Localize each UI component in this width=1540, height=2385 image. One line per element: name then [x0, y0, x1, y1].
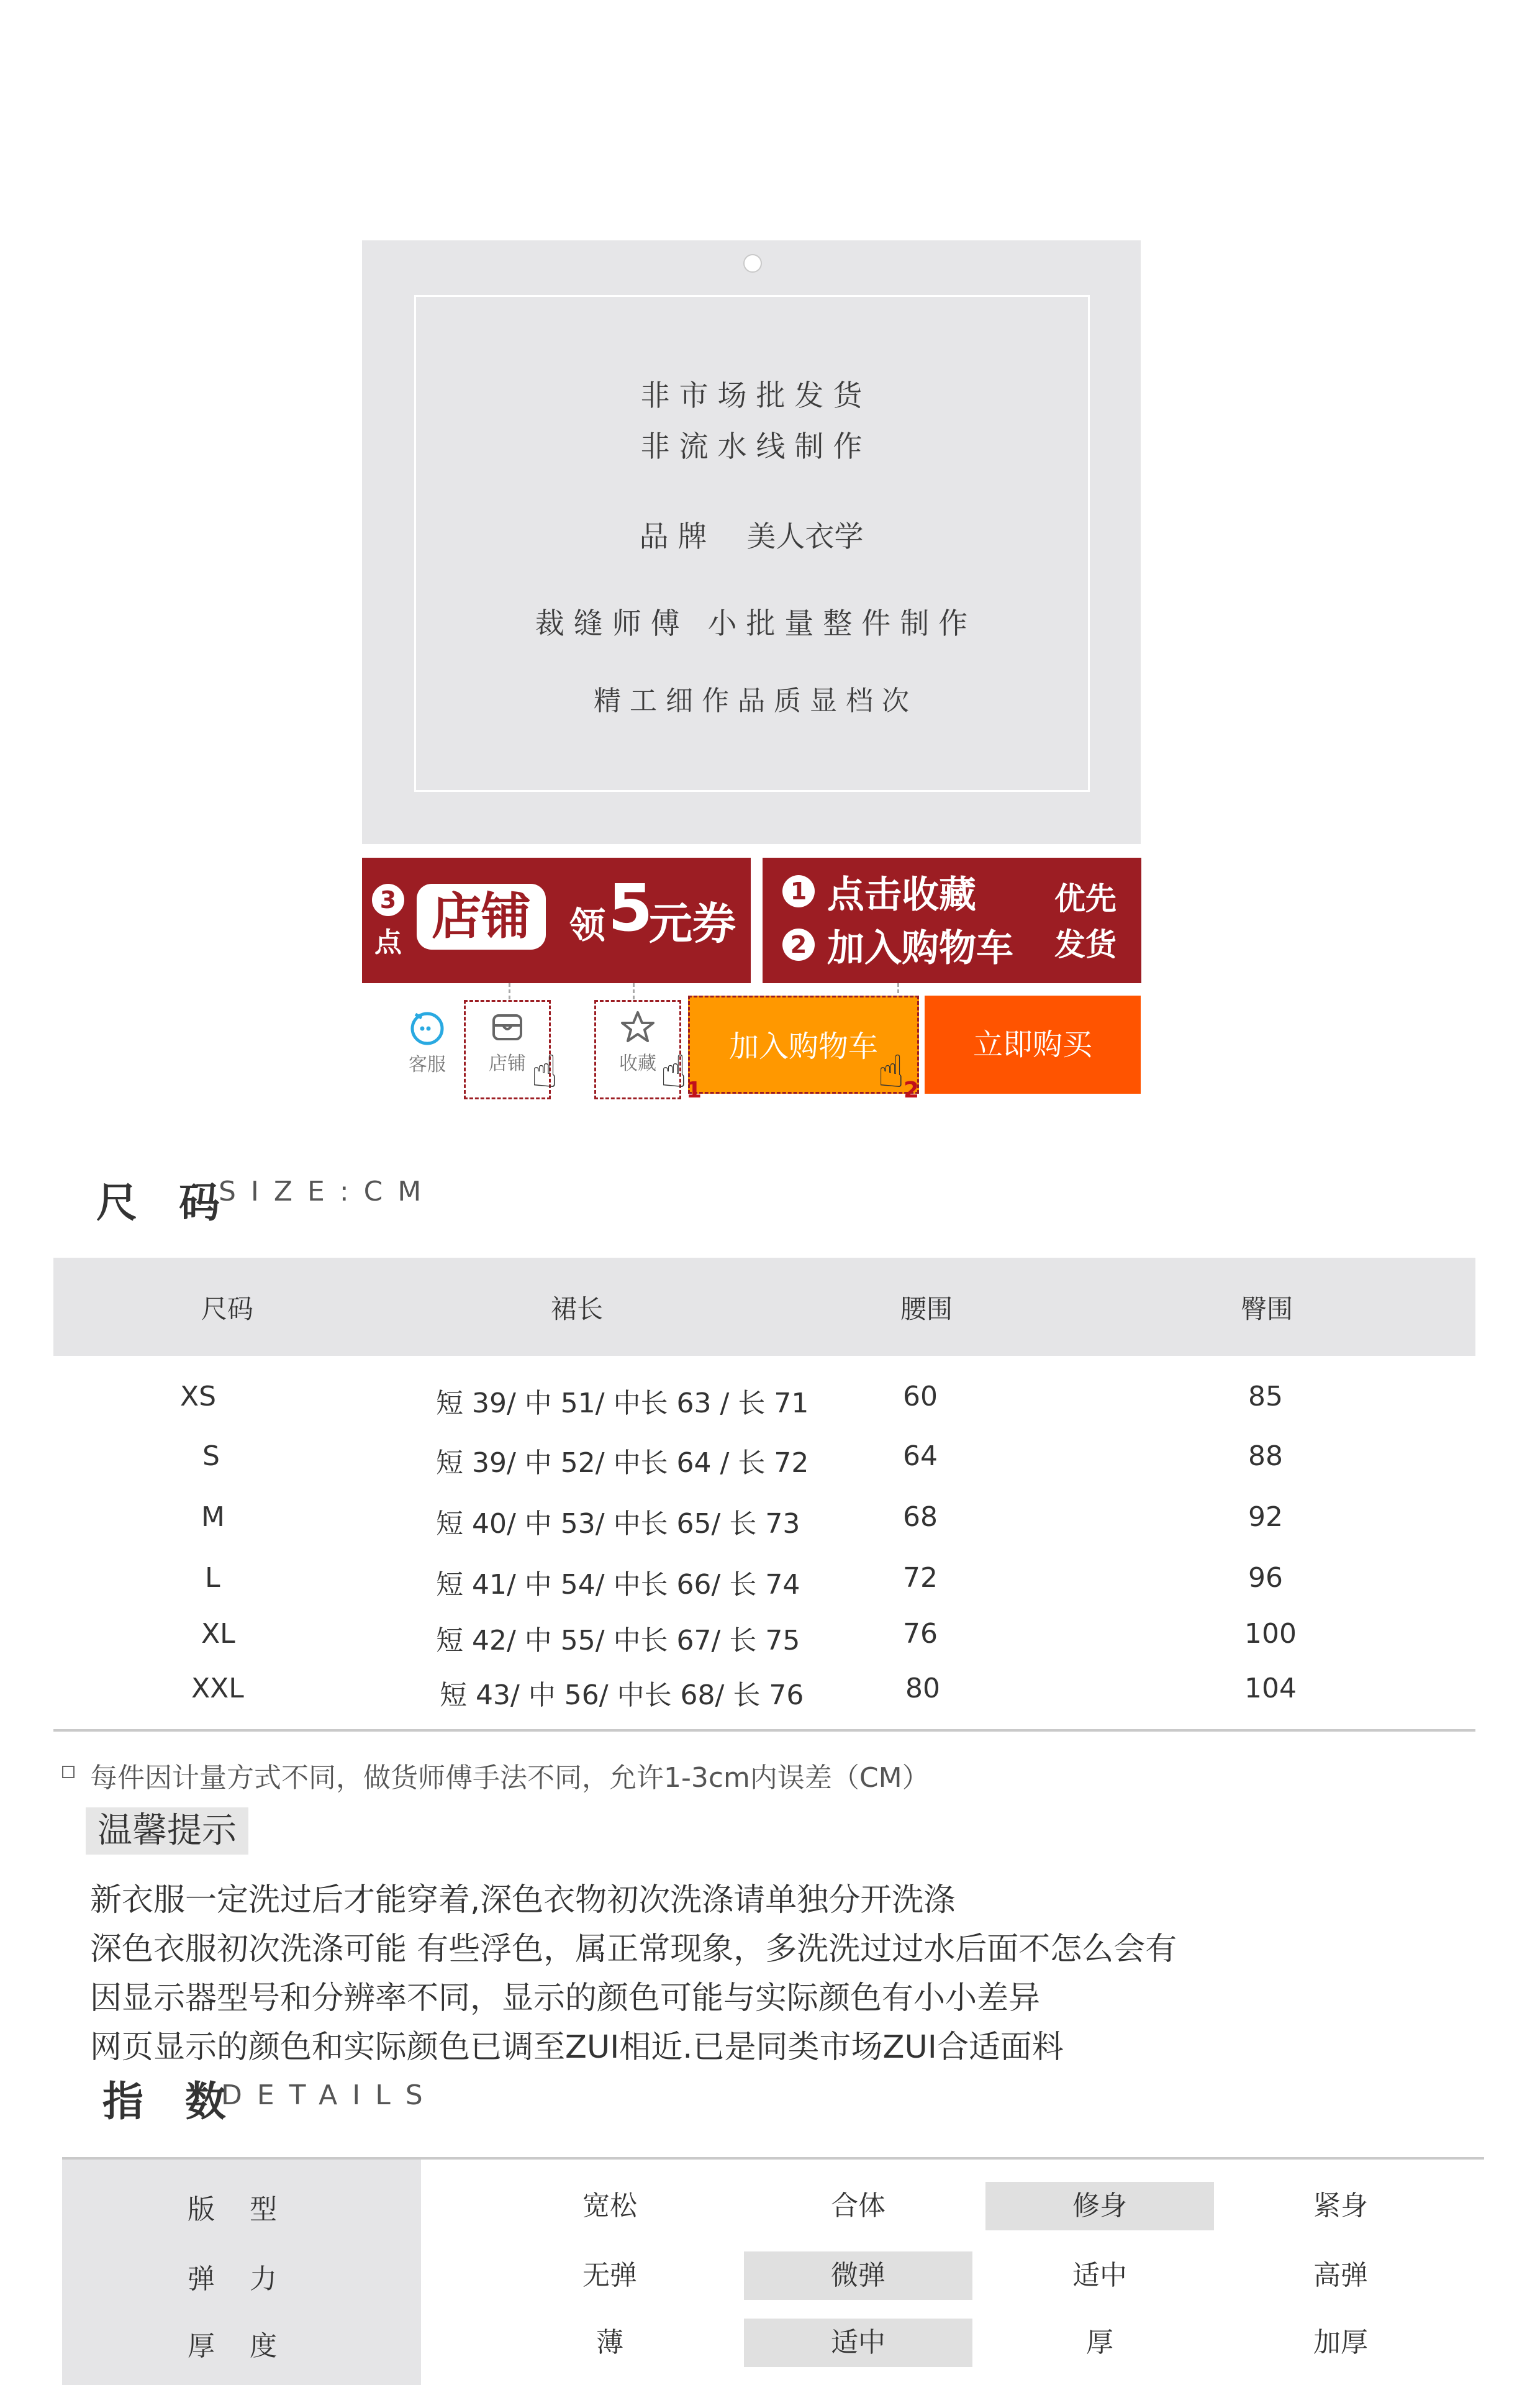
coupon-unit: 元券: [649, 898, 736, 949]
step-1-text: 点击收藏: [827, 873, 976, 917]
shop-coupon-banner[interactable]: [362, 858, 751, 983]
cell-size: XL: [201, 1618, 235, 1650]
table-row: [53, 1440, 1475, 1496]
cell-hip: 92: [1248, 1501, 1283, 1533]
size-table-divider: [53, 1729, 1475, 1732]
hand-pointer-icon: ☝: [531, 1045, 558, 1097]
connector-shop: [509, 983, 510, 999]
cell-waist: 68: [903, 1501, 938, 1533]
cell-length: 短 39/ 中 51/ 中长 63 / 长 71: [436, 1388, 809, 1419]
coupon-amount: 5: [608, 870, 653, 946]
step-2-badge: 2: [782, 929, 815, 961]
detail-option: 适中: [1072, 2260, 1127, 2291]
header-waist: 腰围: [900, 1294, 953, 1324]
tag-line-5: 精 工 细 作 品 质 显 档 次: [594, 685, 909, 717]
table-row: [53, 1673, 1475, 1729]
cell-hip: 100: [1244, 1618, 1297, 1650]
hang-tag-image: [362, 240, 1141, 844]
cell-length: 短 42/ 中 55/ 中长 67/ 长 75: [436, 1625, 800, 1656]
tag-brand-line: [362, 514, 1141, 555]
note-bullet-icon: [62, 1766, 75, 1778]
priority-line-1: 优先: [1054, 881, 1116, 917]
cell-hip: 104: [1244, 1673, 1297, 1704]
table-row: [53, 1618, 1475, 1674]
size-table: [53, 1258, 1475, 1733]
tip-line: 因显示器型号和分辨率不同，显示的颜色可能与实际颜色有小小差异: [90, 1980, 1041, 2017]
tips-label: 温馨提示: [86, 1807, 248, 1855]
tag-line-1: 非 市 场 批 发 货: [640, 379, 863, 413]
favorite-label: 收藏: [619, 1053, 656, 1074]
buy-now-button[interactable]: 立即购买: [925, 996, 1141, 1094]
priority-line-2: 发货: [1054, 927, 1116, 963]
connector-favorite: [633, 983, 635, 999]
action-bar-illustration: [362, 983, 1141, 1114]
tip-line: 新衣服一定洗过后才能穿着,深色衣物初次洗涤请单独分开洗涤: [90, 1882, 956, 1919]
favorite-cart-banner[interactable]: [763, 858, 1141, 983]
step-1-badge: 1: [782, 875, 815, 907]
hand-step-number: 2: [904, 1078, 920, 1103]
tip-line: 网页显示的颜色和实际颜色已调至ZUI相近.已是同类市场ZUI合适面料: [90, 2029, 1064, 2066]
star-icon: [620, 1009, 656, 1045]
hand-pointer-icon: ☝: [660, 1045, 687, 1097]
header-length: 裙长: [551, 1294, 604, 1324]
tag-hole: [743, 254, 762, 273]
cell-size: M: [201, 1501, 225, 1533]
size-tolerance-note: 每件因计量方式不同，做货师傅手法不同，允许1-3cm内误差（CM）: [90, 1762, 930, 1794]
shop-pill: 店铺: [417, 884, 546, 950]
cell-length: 短 40/ 中 53/ 中长 65/ 长 73: [436, 1508, 800, 1540]
detail-option: 加厚: [1313, 2327, 1368, 2358]
step-3-badge: 3: [372, 884, 404, 916]
coupon-get-label: 领: [569, 904, 606, 947]
cell-hip: 88: [1248, 1440, 1283, 1472]
details-section-title: 指 数: [102, 2078, 240, 2125]
hand-step-number: 1: [686, 1078, 702, 1103]
cell-waist: 64: [903, 1440, 938, 1472]
detail-option: 紧身: [1313, 2190, 1368, 2222]
detail-option: 合体: [831, 2190, 886, 2222]
cell-size: L: [205, 1562, 220, 1594]
tag-line-2: 非 流 水 线 制 作: [640, 430, 863, 464]
header-size: 尺码: [201, 1294, 254, 1324]
step-2-text: 加入购物车: [827, 927, 1013, 970]
detail-label-fit: 版 型: [188, 2194, 277, 2225]
detail-option-selected: 适中: [744, 2319, 972, 2367]
add-to-cart-button[interactable]: 加入购物车: [688, 996, 919, 1094]
detail-option: 薄: [596, 2327, 623, 2358]
cell-size: XXL: [191, 1673, 244, 1704]
cell-waist: 60: [903, 1381, 938, 1412]
details-section-subtitle: DETAILS: [221, 2079, 438, 2111]
tag-line-4: 裁 缝 师 傅 小 批 量 整 件 制 作: [535, 607, 968, 641]
cell-length: 短 41/ 中 54/ 中长 66/ 长 74: [436, 1569, 800, 1601]
detail-option-selected: 微弹: [744, 2251, 972, 2300]
size-section-title: 尺 码: [96, 1179, 233, 1227]
cell-length: 短 39/ 中 52/ 中长 64 / 长 72: [436, 1447, 809, 1479]
cell-waist: 80: [905, 1673, 940, 1704]
service-icon: [408, 1008, 446, 1047]
cell-size: XS: [180, 1381, 217, 1412]
cell-hip: 85: [1248, 1381, 1283, 1412]
tip-line: 深色衣服初次洗涤可能 有些浮色，属正常现象，多洗洗过过水后面不怎么会有: [90, 1931, 1177, 1968]
table-row: [53, 1501, 1475, 1557]
hand-pointer-icon: ☝: [877, 1045, 905, 1097]
service-button[interactable]: [393, 1008, 461, 1076]
detail-option: 高弹: [1313, 2260, 1368, 2291]
cell-waist: 76: [903, 1618, 938, 1650]
cell-hip: 96: [1248, 1562, 1283, 1594]
detail-option: 宽松: [582, 2190, 637, 2222]
size-section-subtitle: SIZE:CM: [219, 1176, 437, 1207]
cell-size: S: [202, 1440, 220, 1472]
detail-label-thickness: 厚 度: [188, 2330, 277, 2362]
detail-label-stretch: 弹 力: [188, 2263, 277, 2295]
detail-option-selected: 修身: [985, 2182, 1214, 2230]
brand-name: 美人衣学: [746, 520, 864, 554]
cell-waist: 72: [903, 1562, 938, 1594]
table-row: [53, 1381, 1475, 1437]
brand-label: 品 牌: [639, 520, 707, 554]
header-hip: 臀围: [1241, 1294, 1293, 1324]
size-table-header: [53, 1258, 1475, 1356]
details-grid: [62, 2157, 1484, 2385]
table-row: [53, 1562, 1475, 1618]
shop-icon: [489, 1009, 525, 1045]
detail-option: 厚: [1086, 2327, 1113, 2358]
shop-label: 店铺: [489, 1053, 526, 1074]
service-label: 客服: [409, 1054, 446, 1076]
step-3-label: 点: [374, 927, 402, 958]
detail-option: 无弹: [582, 2260, 637, 2291]
cell-length: 短 43/ 中 56/ 中长 68/ 长 76: [440, 1679, 804, 1711]
